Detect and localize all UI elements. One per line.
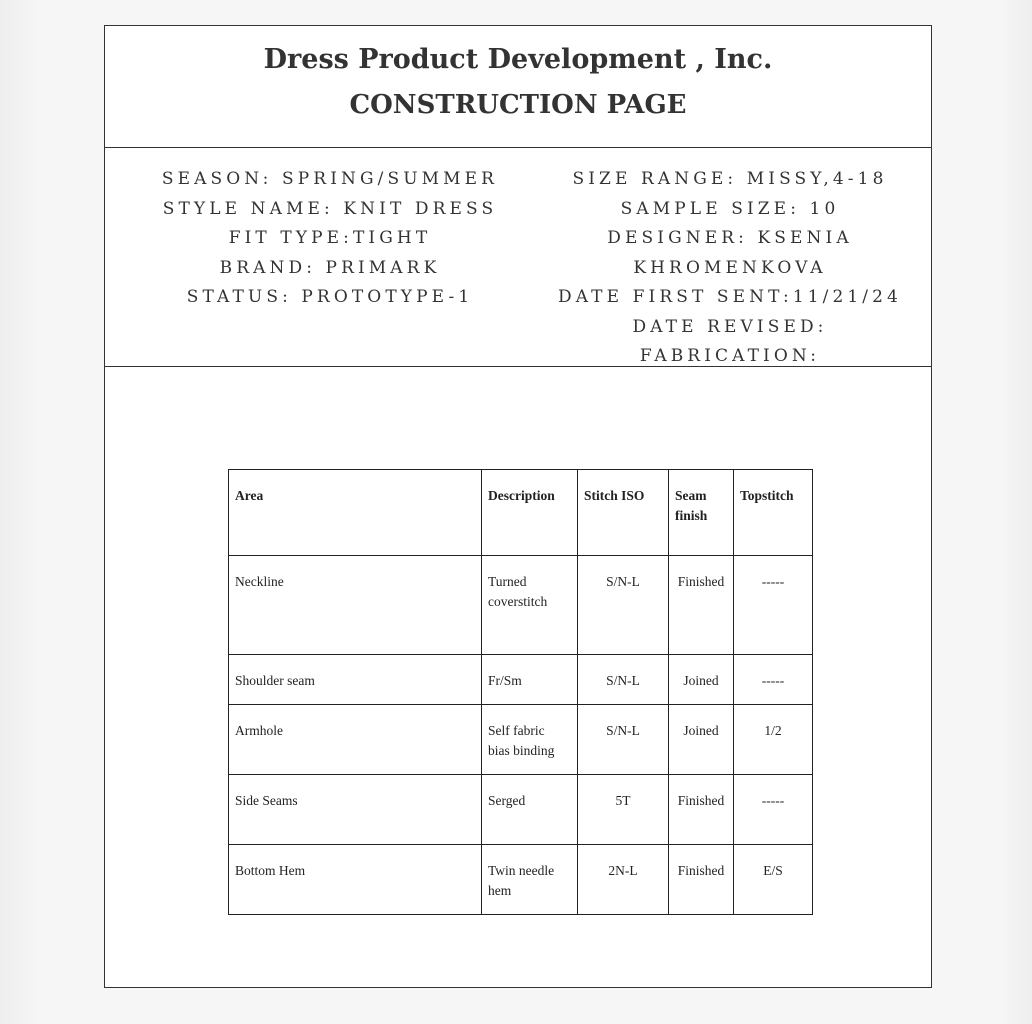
row-description-line2: hem xyxy=(488,883,512,898)
brand-field: BRAND: PRIMARK xyxy=(219,257,441,278)
header-seam-finish xyxy=(669,470,734,556)
row-stitch-iso: S/N-L xyxy=(578,655,669,705)
row-description-line1: Self fabric xyxy=(488,723,545,738)
row-stitch-iso: S/N-L xyxy=(578,556,669,655)
row-topstitch: ----- xyxy=(734,775,813,845)
table-header-row xyxy=(229,470,813,556)
style-name-field: STYLE NAME: KNIT DRESS xyxy=(162,198,498,219)
company-name: Dress Product Development , Inc. xyxy=(263,44,773,75)
row-stitch-iso: 5T xyxy=(578,775,669,845)
season-field: SEASON: SPRING/SUMMER xyxy=(161,169,499,189)
row-description-line2: bias binding xyxy=(488,743,555,758)
designer-field: DESIGNER: KSENIA xyxy=(607,228,853,248)
row-area: Shoulder seam xyxy=(229,655,482,705)
header-seam-finish-line2: finish xyxy=(675,508,708,523)
row-area: Armhole xyxy=(229,705,482,775)
row-seam-finish: Finished xyxy=(669,556,734,655)
row-topstitch: E/S xyxy=(734,845,813,915)
row-topstitch: ----- xyxy=(734,556,813,655)
row-area: Side Seams xyxy=(229,775,482,845)
fit-type-field: FIT TYPE:TIGHT xyxy=(228,228,432,248)
row-seam-finish: Joined xyxy=(669,705,734,775)
header-description: Description xyxy=(482,470,578,556)
row-area: Neckline xyxy=(229,556,482,655)
construction-table xyxy=(228,469,813,915)
row-topstitch: ----- xyxy=(734,655,813,705)
table-row xyxy=(229,845,813,915)
row-description: Fr/Sm xyxy=(482,655,578,705)
row-description-line1: Turned xyxy=(488,574,527,589)
status-field: STATUS: PROTOTYPE-1 xyxy=(186,287,474,307)
row-seam-finish: Joined xyxy=(669,655,734,705)
row-stitch-iso: S/N-L xyxy=(578,705,669,775)
row-description-line1: Twin needle xyxy=(488,863,555,878)
row-seam-finish: Finished xyxy=(669,775,734,845)
row-description xyxy=(482,705,578,775)
header-area: Area xyxy=(229,470,482,556)
sample-size-field: SAMPLE SIZE: 10 xyxy=(620,198,840,219)
construction-page xyxy=(104,25,932,988)
page-title: CONSTRUCTION PAGE xyxy=(349,90,687,120)
header-topstitch: Topstitch xyxy=(734,470,813,556)
size-range-field: SIZE RANGE: MISSY,4-18 xyxy=(572,169,888,189)
row-description xyxy=(482,556,578,655)
table-row xyxy=(229,655,813,705)
date-first-sent-field: DATE FIRST SENT:11/21/24 xyxy=(558,287,902,307)
header-seam-finish-line1: Seam xyxy=(675,488,707,503)
table-row xyxy=(229,775,813,845)
row-description xyxy=(482,845,578,915)
row-topstitch: 1/2 xyxy=(734,705,813,775)
row-seam-finish: Finished xyxy=(669,845,734,915)
row-stitch-iso: 2N-L xyxy=(578,845,669,915)
row-description-line2: coverstitch xyxy=(488,594,548,609)
table-row xyxy=(229,705,813,775)
row-description: Serged xyxy=(482,775,578,845)
date-revised-field: DATE REVISED: xyxy=(632,316,828,337)
style-info-right xyxy=(530,165,930,372)
designer-field-continued: KHROMENKOVA xyxy=(633,257,827,278)
header-stitch-iso: Stitch ISO xyxy=(578,470,669,556)
row-area: Bottom Hem xyxy=(229,845,482,915)
style-info-section xyxy=(105,147,931,367)
table-row xyxy=(229,556,813,655)
fabrication-field: FABRICATION: xyxy=(639,346,821,366)
style-info-left xyxy=(135,165,525,313)
page-header xyxy=(105,26,931,148)
